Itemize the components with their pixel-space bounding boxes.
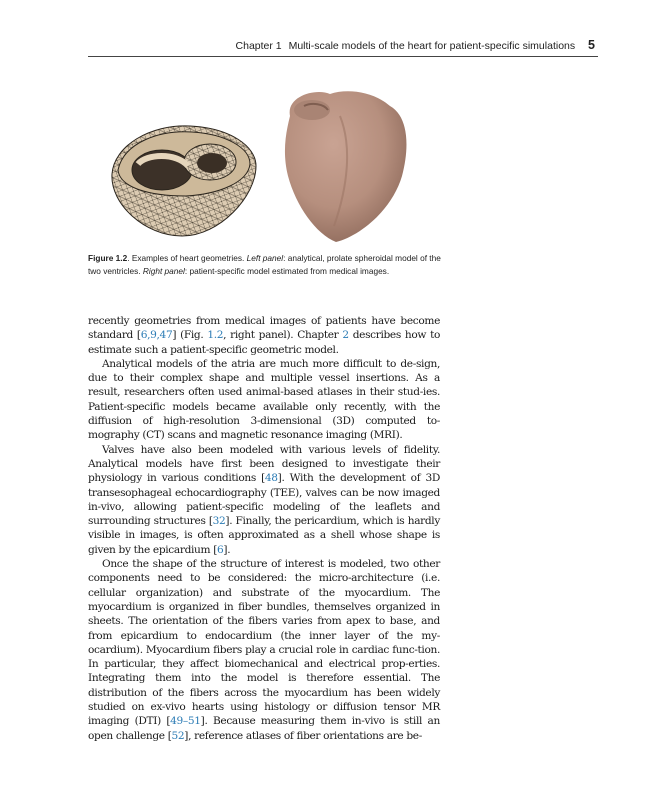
- text-run: ]. Because measuring them in-vivo is still an open challenge [: [88, 715, 440, 742]
- caption-text: : analytical, prolate spheroidal model of the two ventricles.: [88, 253, 441, 276]
- chapter-label: Chapter 1: [235, 40, 282, 52]
- patient-specific-model-image: [285, 91, 407, 242]
- caption-text: . Examples of heart geometries.: [127, 253, 247, 263]
- text-run: ]. Finally, the pericardium, which is hardly visible in images, is often approximated as a shell whose shape is given by the epicardium [: [88, 515, 440, 556]
- caption-left-panel: Left panel: [246, 253, 284, 263]
- chapter-title: Multi-scale models of the heart for patient-specific simulations: [288, 40, 576, 52]
- citation-link[interactable]: 48: [264, 472, 278, 485]
- text-run: recently geometries from medical images of patients have become standard [: [88, 315, 440, 342]
- paragraph: [88, 314, 440, 357]
- figure-caption: [88, 252, 448, 277]
- paragraph: [88, 443, 440, 557]
- caption-right-panel: Right panel: [142, 265, 185, 276]
- body-text: [88, 314, 440, 743]
- text-run: ]. With the development of 3D transesophageal echocardiography (TEE), valves can be now imaged in-vivo, allowing patient-specific modeling of the leaflets and surrounding structures [: [88, 472, 440, 528]
- text-run: Once the shape of the structure of interest is modeled, two other components need to be considered: the micro-architecture (i.e. cellular organization) and substrate of the myocardium. The myocardium is organized in fiber bundles, themselves organized in sheets. The orientation of the fibers varies from apex to base, and from epicardium to endocardium (the inner layer of the my-ocardium). Myocardium fibers play a crucial role in cardiac func-tion. In particular, they affect biomechanical and electrical prop-erties. Integrating them into the model is therefore essential. The distribution of the fibers across the myocardium has been widely studied on ex-vivo hearts using histology or diffusion tensor MR imaging (DTI) [: [88, 558, 440, 728]
- citation-link[interactable]: 49–51: [170, 715, 201, 728]
- header-rule: [88, 56, 598, 57]
- text-run: Analytical models of the atria are much more difficult to de-sign, due to their complex shape and multiple vessel insertions. As a result, researchers often used animal-based atlases in their stud-ies. Patient-specific models became available only recently, with the diffusion of high-resolution 3-dimensional (3D) computed to-mography (CT) scans and magnetic resonance imaging (MRI).: [88, 357, 440, 442]
- analytical-model-image: [112, 126, 256, 236]
- text-run: Valves have also been modeled with various levels of fidelity. Analytical models have first been designed to investigate their physiology in various conditions [: [88, 443, 440, 485]
- text-run: , right panel). Chapter: [223, 329, 343, 342]
- citation-link[interactable]: 6,9,47: [140, 329, 173, 342]
- caption-text: : patient-specific model estimated from medical images.: [184, 265, 390, 276]
- text-run: ], reference atlases of fiber orientations are be-: [184, 729, 422, 742]
- running-header: [88, 38, 595, 56]
- citation-link[interactable]: 52: [171, 729, 185, 742]
- figure-label: Figure 1.2: [88, 253, 128, 263]
- citation-link[interactable]: 32: [212, 515, 226, 528]
- page-number: 5: [588, 38, 595, 52]
- text-run: ] (Fig.: [172, 329, 208, 342]
- figure-heart-geometries: [90, 86, 450, 246]
- text-run: ].: [223, 543, 231, 556]
- paragraph: [88, 357, 440, 443]
- citation-link[interactable]: 6: [217, 543, 224, 556]
- chapter-link[interactable]: 2: [342, 329, 349, 342]
- figure-link[interactable]: 1.2: [207, 329, 224, 342]
- text-run: describes how to estimate such a patient-specific geometric model.: [88, 329, 441, 356]
- paragraph: [88, 557, 440, 743]
